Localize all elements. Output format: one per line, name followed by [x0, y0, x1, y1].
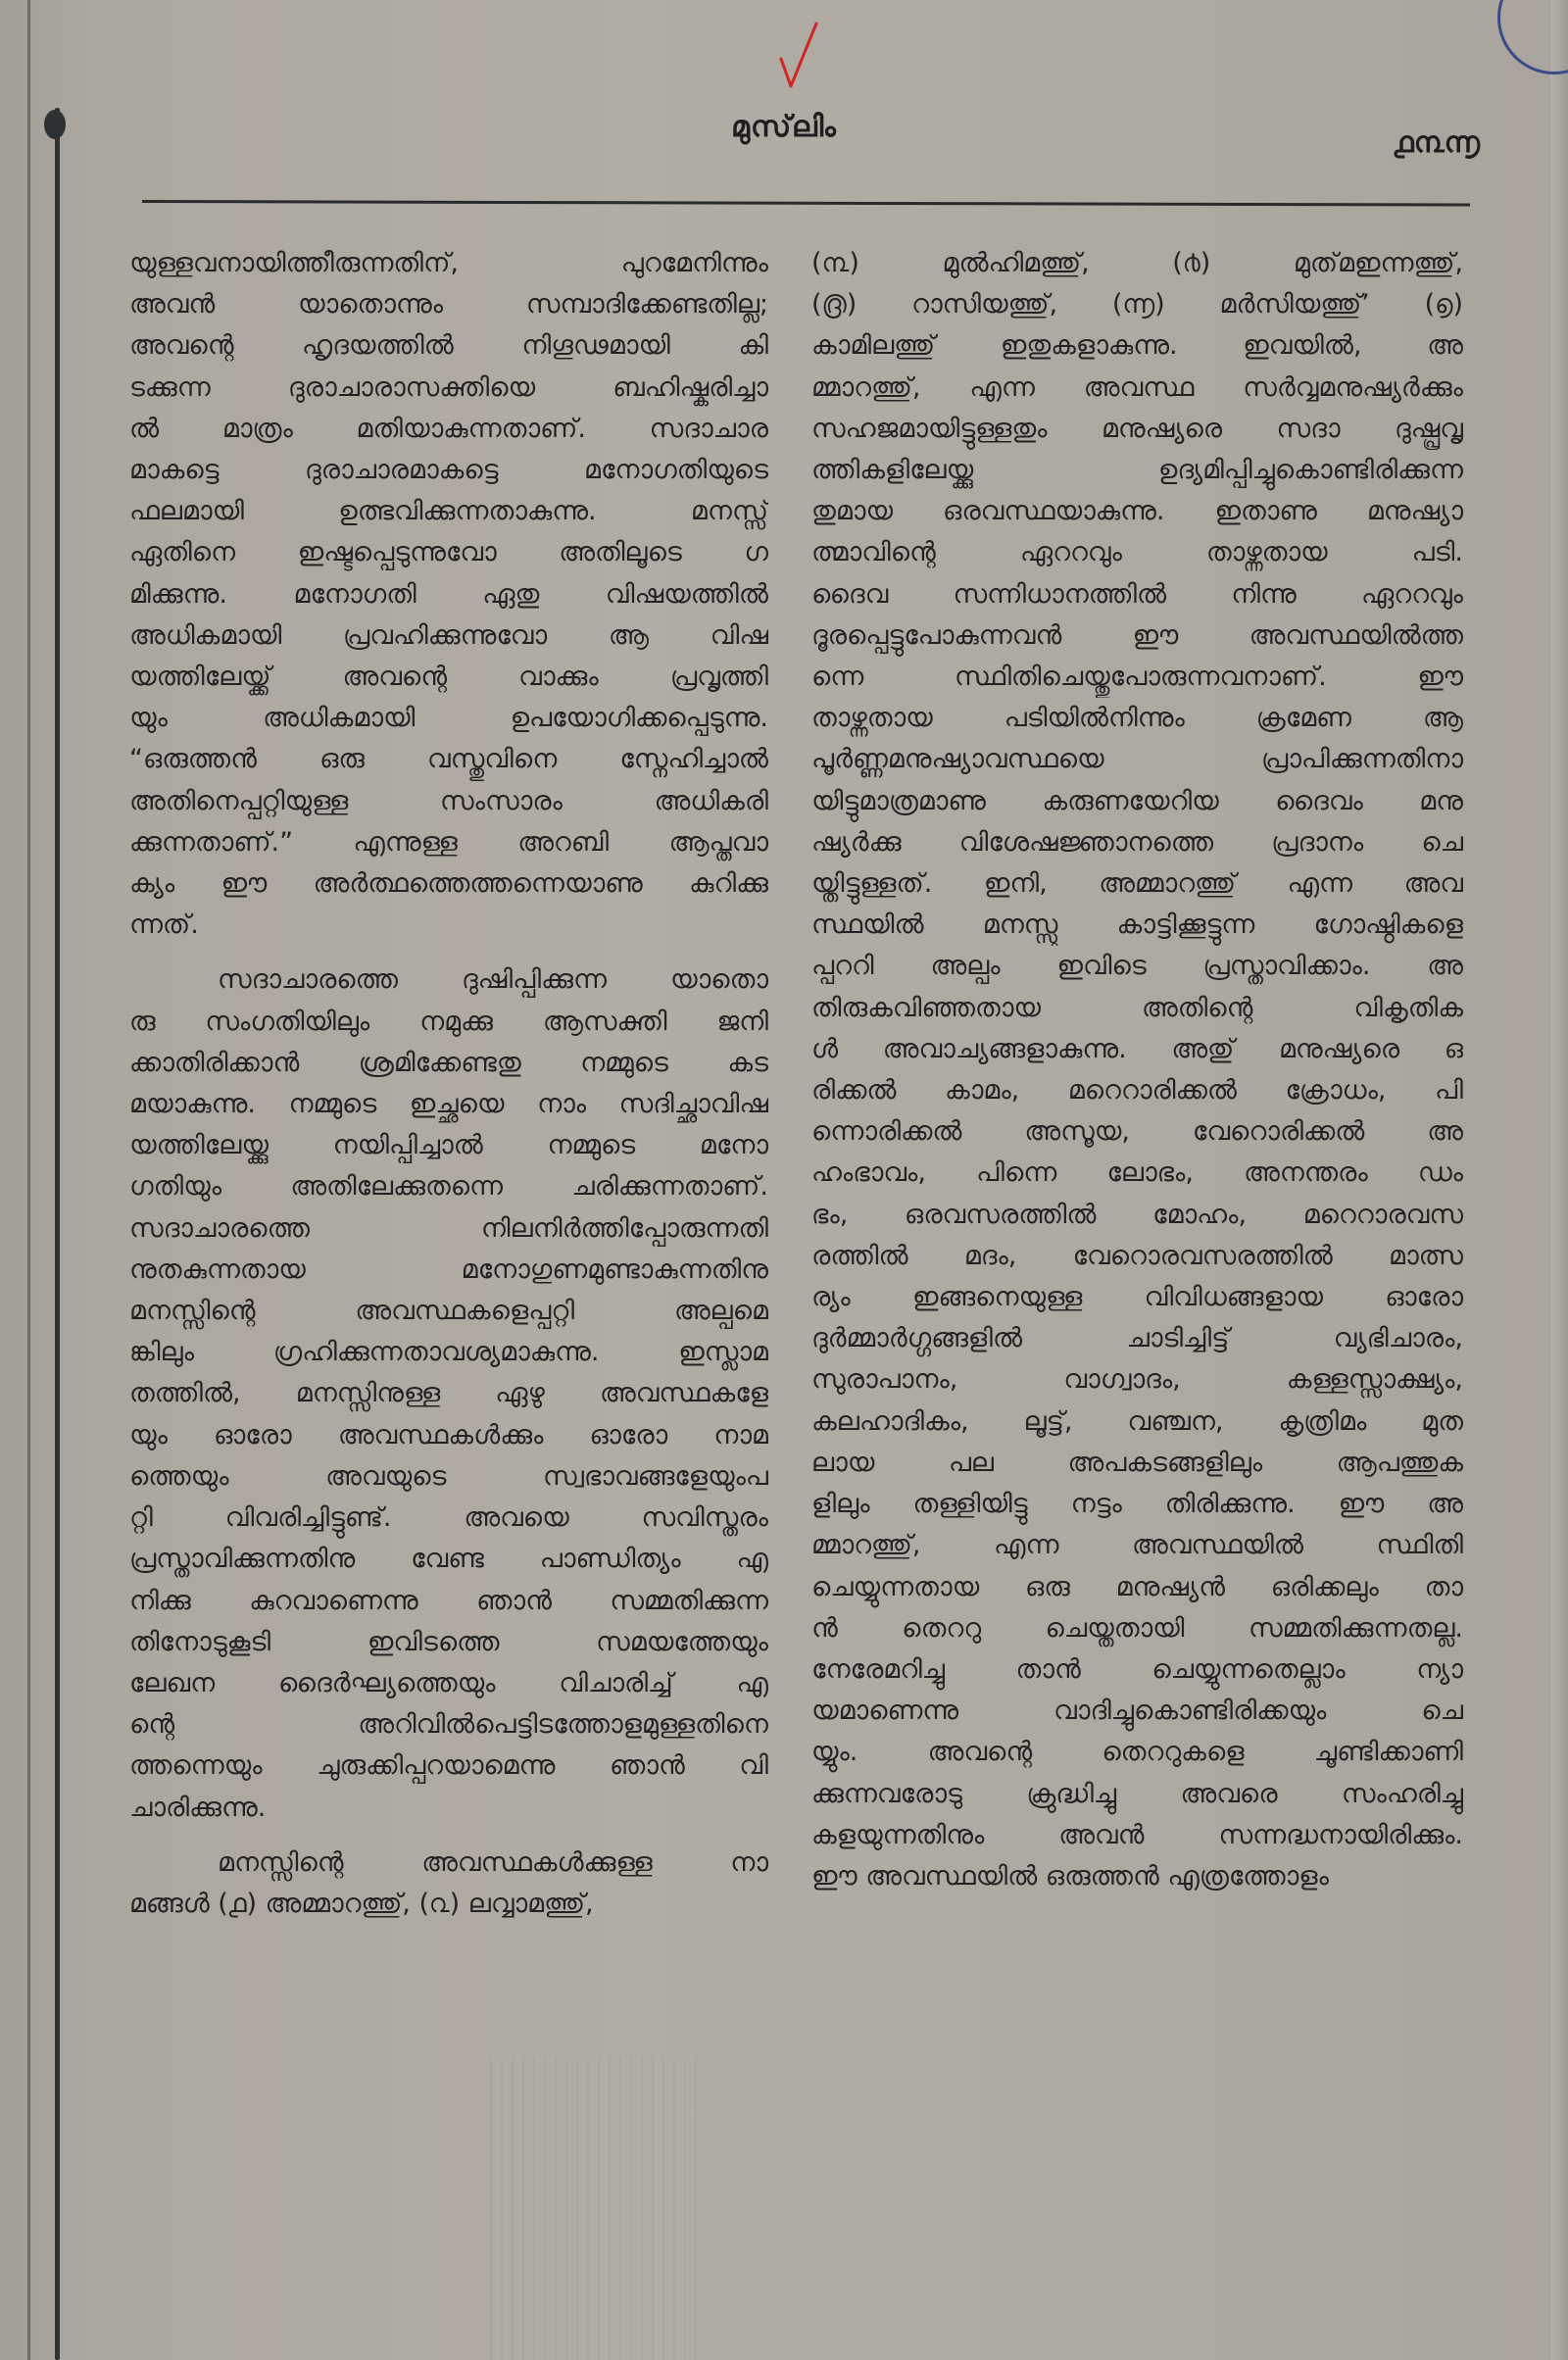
- text-line: രു സംഗതിയിലും നമുക്കു ആസക്തി ജനി: [129, 1006, 768, 1037]
- text-line: താഴ്ന്നതായ പടിയിൽനിന്നും ക്രമേണ ആ: [811, 703, 1463, 734]
- text-line: മനസ്സിന്റെ അവസ്ഥകൾക്കുള്ള നാ: [218, 1846, 768, 1878]
- text-line: ന്നത്.: [129, 910, 199, 941]
- text-line: ഗതിയും അതിലേക്കുതന്നെ ചരിക്കുന്നതാണ്.: [129, 1171, 768, 1203]
- text-line: യ്തിട്ടുള്ളത്. ഇനി, അമ്മാറത്തു് എന്ന അവ: [811, 868, 1463, 900]
- text-line: തത്തിൽ, മനസ്സിനുള്ള ഏഴു അവസ്ഥകളേ: [129, 1378, 768, 1409]
- text-line: യിട്ടുമാത്രമാണു കരുണയേറിയ ദൈവം മനു: [811, 785, 1463, 816]
- text-line: റ്റി വിവരിച്ചിട്ടുണ്ട്. അവയെ സവിസ്തരം: [129, 1502, 768, 1534]
- stamp-mark-icon: [1497, 0, 1568, 74]
- red-checkmark-icon: [779, 22, 818, 90]
- text-line: ഭം, ഒരവസരത്തിൽ മോഹം, മറെറാരവസ: [811, 1199, 1463, 1230]
- text-line: ൾ അവാച്യങ്ങളാകുന്നു. അതു് മനുഷ്യരെ ഒ: [811, 1033, 1463, 1064]
- text-line: സഹജമായിട്ടുള്ളതും മനുഷ്യരെ സദാ ദുഷ്പ്രവൃ: [811, 413, 1463, 444]
- text-line: ൽ മാത്രം മതിയാകുന്നതാണ്. സദാചാര: [129, 413, 768, 444]
- text-line: മ്മാറത്തു്, എന്ന അവസ്ഥ സർവ്വമനുഷ്യർക്കും: [811, 371, 1463, 403]
- text-line: അവൻ യാതൊന്നും സമ്പാദിക്കേണ്ടതില്ല;: [129, 289, 768, 320]
- text-line: മങ്ങൾ (൧) അമ്മാറത്തു്, (൨) ലവ്വാമത്തു്,: [129, 1888, 594, 1919]
- right-text-column: [811, 243, 1463, 1897]
- text-line: സുരാപാനം, വാഗ്വാദം, കള്ളസ്സാക്ഷ്യം,: [811, 1364, 1463, 1396]
- text-line: സ്ഥയിൽ മനസ്സു കാട്ടിക്കൂട്ടുന്ന ഗോഷ്ഠികളെ: [811, 910, 1463, 941]
- text-line: മയാകുന്നു. നമ്മുടെ ഇച്ഛയെ നാം സദിച്ഛാവിഷ: [129, 1089, 768, 1120]
- text-line: (൫) റാസിയത്തു്, (൬) മർസിയത്തു്’ (൭): [811, 289, 1463, 320]
- text-line: മനസ്സിന്റെ അവസ്ഥകളെപ്പറ്റി അല്പമെ: [129, 1296, 768, 1327]
- text-line: മിക്കുന്നു. മനോഗതി ഏതു വിഷയത്തിൽ: [129, 578, 768, 610]
- text-line: (൩) മുൽഹിമത്തു്, (൪) മുത്‌മഇന്നത്തു്,: [811, 248, 1463, 278]
- text-line: സദാചാരത്തെ ദുഷിപ്പിക്കുന്ന യാതൊ: [218, 964, 768, 996]
- text-line: അവന്റെ ഹൃദയത്തിൽ നിഗൂഢമായി കി: [129, 330, 768, 362]
- text-line: കാമിലത്തു് ഇതുകളാകുന്നു. ഇവയിൽ, അ: [811, 330, 1463, 362]
- left-text-column: [129, 243, 768, 1925]
- text-line: തുമായ ഒരവസ്ഥയാകുന്നു. ഇതാണു മനുഷ്യാ: [811, 496, 1463, 527]
- text-line: ഈ അവസ്ഥയിൽ ഒരുത്തൻ എത്രത്തോളം: [811, 1860, 1329, 1892]
- text-line: അതിനെപ്പറ്റിയുള്ള സംസാരം അധികരി: [129, 785, 768, 816]
- text-line: ന്നൊരിക്കൽ അസൂയ, വേറൊരിക്കൽ അ: [811, 1116, 1463, 1148]
- text-line: യുള്ളവനായിത്തീരുന്നതിന്, പുറമേനിന്നും: [129, 248, 768, 278]
- text-line: അധികമായി പ്രവഹിക്കുന്നുവോ ആ വിഷ: [129, 619, 768, 651]
- text-line: മാകട്ടെ ദുരാചാരമാകട്ടെ മനോഗതിയുടെ: [129, 455, 768, 486]
- binding-spine: [55, 108, 60, 2360]
- text-line: ക്കാതിരിക്കാൻ ശ്രമിക്കേണ്ടതു നമ്മുടെ കട: [129, 1047, 768, 1078]
- page-right-edge: [1550, 0, 1568, 2360]
- text-line: പൂർണ്ണമനുഷ്യാവസ്ഥയെ പ്രാപിക്കുന്നതിനാ: [811, 744, 1463, 775]
- page-edge-line: [27, 0, 30, 2360]
- text-line: ത്തികളിലേയ്ക്കു ഉദ്യമിപ്പിച്ചുകൊണ്ടിരിക്കുന്ന: [811, 455, 1463, 486]
- text-line: ന്നെ സ്ഥിതിചെയ്തുപോരുന്നവനാണ്. ഈ: [811, 662, 1463, 693]
- text-line: ൻ തെററു ചെയ്തതായി സമ്മതിക്കുന്നതല്ല.: [811, 1612, 1463, 1644]
- text-line: ക്കുന്നതാണ്.” എന്നുള്ള അറബി ആപ്തവാ: [129, 826, 768, 858]
- text-line: “ഒരുത്തൻ ഒരു വസ്തുവിനെ സ്നേഹിച്ചാൽ: [129, 744, 768, 775]
- text-line: ര്യം ഇങ്ങനെയുള്ള വിവിധങ്ങളായ ഓരോ: [811, 1282, 1463, 1313]
- text-line: ഏതിനെ ഇഷ്ടപ്പെടുന്നുവോ അതിലൂടെ ഗ: [129, 537, 768, 568]
- text-line: ത്തെയും അവയുടെ സ്വഭാവങ്ങളേയുംപ: [129, 1460, 768, 1492]
- text-line: നിക്കു കുറവാണെന്നു ഞാൻ സമ്മതിക്കുന്ന: [129, 1585, 768, 1616]
- text-line: സദാചാരത്തെ നിലനിർത്തിപ്പോരുന്നതി: [129, 1212, 768, 1244]
- text-line: ഫലമായി ഉത്ഭവിക്കുന്നതാകുന്നു. മനസ്സ്: [129, 496, 768, 527]
- text-line: യത്തിലേയ്ക്കു നയിപ്പിച്ചാൽ നമ്മുടെ മനോ: [129, 1130, 768, 1161]
- text-line: യും ഓരോ അവസ്ഥകൾക്കും ഓരോ നാമ: [129, 1419, 768, 1450]
- text-line: രിക്കൽ കാമം, മറെറാരിക്കൽ ക്രോധം, പി: [811, 1075, 1463, 1106]
- binding-clip: [44, 110, 66, 139]
- text-line: ങ്കിലും ഗ്രഹിക്കുന്നതാവശ്യമാകുന്നു. ഇസ്ലാമ: [129, 1337, 768, 1368]
- text-line: ഹംഭാവം, പിന്നെ ലോഭം, അനന്തരം ഡം: [811, 1157, 1463, 1189]
- text-line: പ്രസ്താവിക്കുന്നതിനു വേണ്ട പാണ്ഡിത്യം എ: [129, 1544, 768, 1575]
- text-line: കളയുന്നതിനും അവൻ സന്നദ്ധനായിരിക്കും.: [811, 1819, 1463, 1850]
- text-line: തിരുകവിഞ്ഞതായ അതിന്റെ വികൃതിക: [811, 992, 1463, 1023]
- scan-streaks: [490, 2058, 706, 2360]
- text-line: ത്തന്നെയും ചുരുക്കിപ്പറയാമെന്നു ഞാൻ വി: [129, 1750, 768, 1782]
- text-line: ഷ്യർക്കു വിശേഷജ്ഞാനത്തെ പ്രദാനം ചെ: [811, 826, 1463, 858]
- text-line: ദൂരപ്പെട്ടുപോകുന്നവൻ ഈ അവസ്ഥയിൽത്ത: [811, 619, 1463, 651]
- text-line: ത്മാവിന്റെ ഏററവും താഴ്ന്നതായ പടി.: [811, 537, 1463, 568]
- text-line: ളിലും തള്ളിയിട്ടു നട്ടം തിരിക്കുന്നു. ഈ അ: [811, 1489, 1463, 1520]
- text-line: യ്യും. അവന്റെ തെററുകളെ ചൂണ്ടിക്കാണി: [811, 1737, 1463, 1768]
- paragraph-gap: [129, 946, 768, 959]
- text-line: ദുർമ്മാർഗ്ഗങ്ങളിൽ ചാടിച്ചിട്ട് വ്യഭിചാരം,: [811, 1323, 1463, 1354]
- text-line: പ്പററി അല്പം ഇവിടെ പ്രസ്താവിക്കാം. അ: [811, 951, 1463, 982]
- text-line: കലഹാദികം, ലൂട്ട്, വഞ്ചന, കൃത്രിമം മുത: [811, 1405, 1463, 1437]
- text-line: ചാരിക്കുന്നു.: [129, 1792, 267, 1823]
- text-line: ദൈവ സന്നിധാനത്തിൽ നിന്നു ഏററവും: [811, 578, 1463, 610]
- text-line: ക്യം ഈ അർത്ഥത്തെത്തന്നെയാണു കുറിക്കു: [129, 868, 768, 900]
- text-line: യമാണെന്നു വാദിച്ചുകൊണ്ടിരിക്കയും ചെ: [811, 1696, 1463, 1727]
- text-line: തിനോടുകൂടി ഇവിടത്തെ സമയത്തേയും: [129, 1626, 768, 1657]
- text-line: രത്തിൽ മദം, വേറൊരവസരത്തിൽ മാത്സ: [811, 1240, 1463, 1271]
- text-line: മ്മാറത്തു്, എന്ന അവസ്ഥയിൽ സ്ഥിതി: [811, 1530, 1463, 1561]
- text-line: ലായ പല അപകടങ്ങളിലും ആപത്തുക: [811, 1447, 1463, 1478]
- text-line: ടക്കുന്ന ദുരാചാരാസക്തിയെ ബഹിഷ്കരിച്ചാ: [129, 371, 768, 403]
- text-line: ചെയ്യുന്നതായ ഒരു മനുഷ്യൻ ഒരിക്കലും താ: [811, 1571, 1463, 1602]
- page-number: ൧൩൬: [1393, 125, 1480, 160]
- header-rule: [142, 200, 1470, 207]
- text-line: ലേഖന ദൈർഘ്യത്തെയും വിചാരിച്ച് എ: [129, 1667, 768, 1698]
- text-line: നേരേമറിച്ചു താൻ ചെയ്യുന്നതെല്ലാം ന്യാ: [811, 1653, 1463, 1685]
- running-header-title: മുസ്‌ലിം: [731, 110, 837, 144]
- paragraph-gap: [129, 1829, 768, 1843]
- text-line: യും അധികമായി ഉപയോഗിക്കപ്പെടുന്നു.: [129, 703, 768, 734]
- text-line: നുതകുന്നതായ മനോഗുണമുണ്ടാകുന്നതിനു: [129, 1254, 768, 1285]
- text-line: യത്തിലേയ്ക്ക് അവന്റെ വാക്കും പ്രവൃത്തി: [129, 662, 768, 693]
- text-line: ക്കുന്നവരോടു ക്രുദ്ധിച്ചു അവരെ സംഹരിച്ചു: [811, 1778, 1463, 1809]
- text-line: ന്റെ അറിവിൽപെട്ടിടത്തോളമുള്ളതിനെ: [129, 1709, 768, 1741]
